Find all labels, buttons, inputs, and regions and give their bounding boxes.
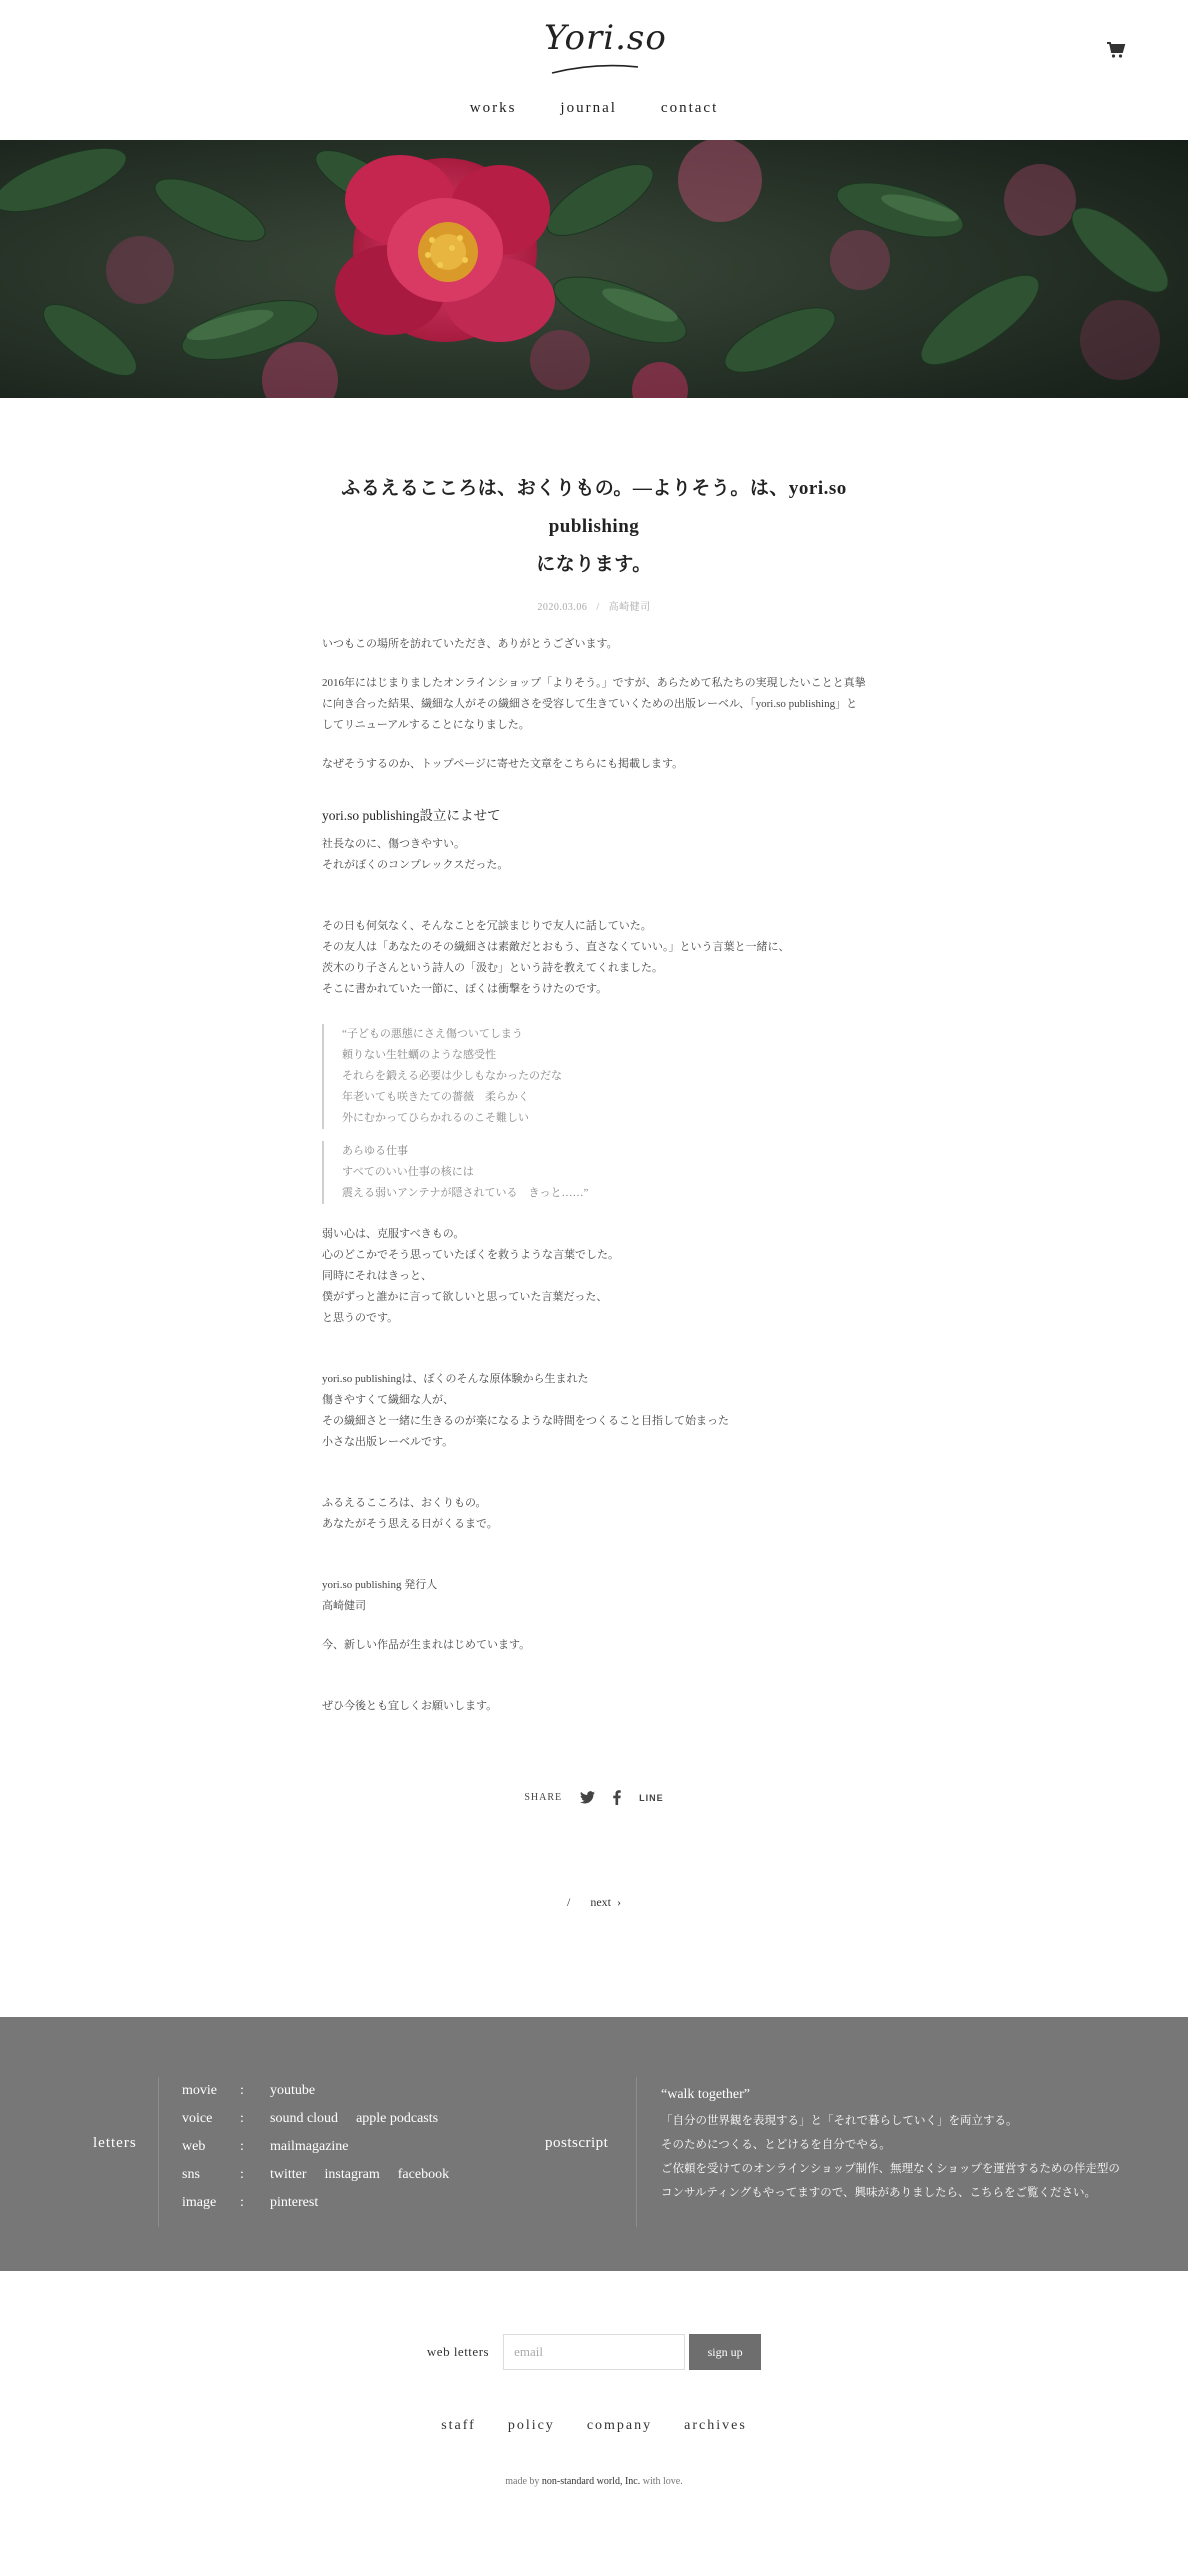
article-header <box>322 470 866 613</box>
footer-nav-policy[interactable]: policy <box>507 2418 555 2433</box>
link-youtube[interactable]: youtube <box>270 2083 316 2098</box>
share-label: SHARE <box>524 1792 563 1803</box>
paragraph: yori.so publishingは、ぼくのそんな原体験から生まれた 傷きやすくて繊細な人が、 その繊細さと一緒に生きるのが楽になるような時間をつくること目指して始まった 小さな出版レーベルです。 <box>322 1373 729 1448</box>
link-apple-podcasts[interactable]: apple podcasts <box>356 2111 439 2126</box>
email-input[interactable] <box>503 2334 685 2370</box>
footer-nav-company[interactable]: company <box>586 2418 653 2433</box>
paragraph: ふるえるこころは、おくりもの。 あなたがそう思える日がくるまで。 <box>322 1497 498 1530</box>
footer-band <box>0 2017 1188 2271</box>
postscript-text: “walk together” 「自分の世界観を表現する」と「それで暮らしていく」を両立する。 そのためにつくる、とどけるを自分でやる。 ご依頼を受けてのオンラインショップ制作、無理なくショップを運営するための伴走型の コンサルティングもやってますので、興味がありましたら、こちらをご覧ください。 <box>661 2083 1141 2205</box>
postscript-label: postscript <box>545 2135 609 2151</box>
divider <box>636 2077 637 2227</box>
link-row-web: web : mailmagazine <box>182 2139 349 2154</box>
link-row-voice: voice : sound cloud apple podcasts <box>182 2111 439 2126</box>
chevron-right-icon: › <box>614 1895 621 1909</box>
article-author: 高崎健司 <box>608 602 651 613</box>
intro-paragraph: なぜそうするのか、トップページに寄せた文章をこちらにも掲載します。 <box>322 758 684 770</box>
site-header <box>0 0 1188 140</box>
nav-journal[interactable]: journal <box>560 100 617 116</box>
article-title-line1: ふるえるこころは、おくりもの。―よりそう。は、yori.so publishing <box>341 478 847 537</box>
next-label: next <box>590 1895 611 1909</box>
poem-quote: あらゆる仕事 すべてのいい仕事の核には 震える弱いアンテナが隠されている きっと……” <box>322 1141 866 1204</box>
paragraph: その日も何気なく、そんなことを冗談まじりで友人に話していた。 その友人は「あなたのその繊細さは素敵だとおもう、直さなくていい。」という言葉と一緒に、 茨木のり子さんという詩人の「汲む」という詩を教えてくれました。 そこに書かれていた一節に、ぼくは衝撃をうけたのです。 <box>322 920 790 995</box>
letters-label: letters <box>93 2135 137 2151</box>
article-title-line2: になります。 <box>536 554 652 575</box>
link-pinterest[interactable]: pinterest <box>270 2195 319 2210</box>
link-row-movie: movie : youtube <box>182 2083 316 2098</box>
hero-image <box>0 140 1188 398</box>
share-bar <box>0 1790 1188 1805</box>
postscript-link[interactable]: こちらをご覧ください。 <box>969 2187 1097 2199</box>
intro-paragraph: いつもこの場所を訪れていただき、ありがとうございます。 <box>322 638 618 650</box>
article-meta <box>322 598 866 613</box>
paragraph: 社長なのに、傷つきやすい。 それがぼくのコンプレックスだった。 <box>322 838 509 871</box>
intro-paragraph: 2016年にはじまりましたオンラインショップ「よりそう。」ですが、あらためて私たちの実現したいことと真摯に向き合った結果、繊細な人がその繊細さを受容して生きていくための出版レーベル、「yori.so publishing」としてリニューアルすることになりました。 <box>322 677 866 731</box>
credit-company-link[interactable]: non-standard world, Inc. <box>541 2476 641 2487</box>
link-row-image: image : pinterest <box>182 2195 319 2210</box>
link-sound-cloud[interactable]: sound cloud <box>270 2111 339 2126</box>
signature: yori.so publishing 発行人 高崎健司 <box>322 1579 438 1612</box>
newsletter-form <box>0 2334 1188 2370</box>
line-share-button[interactable]: LINE <box>639 1792 664 1803</box>
link-twitter[interactable]: twitter <box>270 2167 307 2182</box>
article-date: 2020.03.06 <box>537 602 588 613</box>
logo-text: Yori.so <box>544 18 667 58</box>
pagination <box>0 1895 1188 1910</box>
poem-quote: “子どもの悪態にさえ傷ついてしまう 頼りない生牡蠣のような感受性 それらを鍛える必要は少しもなかったのだな 年老いても咲きたての薔薇 柔らかく 外にむかってひらかれるのこそ難しい <box>322 1024 866 1129</box>
letters-links <box>182 2077 467 2217</box>
paragraph: 今、新しい作品が生まれはじめています。 <box>322 1639 531 1651</box>
article-body <box>322 634 866 1735</box>
newsletter-label: web letters <box>426 2344 490 2359</box>
nav-contact[interactable]: contact <box>660 100 719 116</box>
divider <box>158 2077 159 2227</box>
link-instagram[interactable]: instagram <box>324 2167 380 2182</box>
facebook-icon[interactable] <box>613 1790 621 1805</box>
link-row-sns: sns : twitter instagram facebook <box>182 2167 450 2182</box>
cart-icon[interactable] <box>1106 40 1126 60</box>
paragraph: 弱い心は、克服すべきもの。 心のどこかでそう思っていたぼくを救うような言葉でした。 同時にそれはきっと、 僕がずっと誰かに言って欲しいと思っていた言葉だった、 と思うのです。 <box>322 1228 619 1324</box>
footer-nav-staff[interactable]: staff <box>441 2418 476 2433</box>
paragraph: ぜひ今後とも宜しくお願いします。 <box>322 1700 498 1712</box>
link-mailmagazine[interactable]: mailmagazine <box>270 2139 349 2154</box>
main-nav <box>0 100 1188 117</box>
logo-swash-icon <box>550 62 640 76</box>
credit-line: made by non-standard world, Inc. with love. <box>505 2476 683 2487</box>
footer-nav-archives[interactable]: archives <box>684 2418 747 2433</box>
nav-works[interactable]: works <box>469 100 517 116</box>
pager-separator: / <box>566 1895 571 1909</box>
article-title <box>322 470 866 584</box>
site-logo[interactable] <box>544 18 667 82</box>
footer-nav <box>0 2418 1188 2434</box>
sign-up-button[interactable]: sign up <box>689 2334 761 2370</box>
postscript-heading: “walk together” <box>661 2087 751 2102</box>
next-link[interactable] <box>590 1895 621 1910</box>
meta-separator: / <box>596 602 600 613</box>
link-facebook[interactable]: facebook <box>397 2167 450 2182</box>
twitter-icon[interactable] <box>580 1791 595 1804</box>
section-heading: yori.so publishing設立によせて <box>322 808 501 823</box>
